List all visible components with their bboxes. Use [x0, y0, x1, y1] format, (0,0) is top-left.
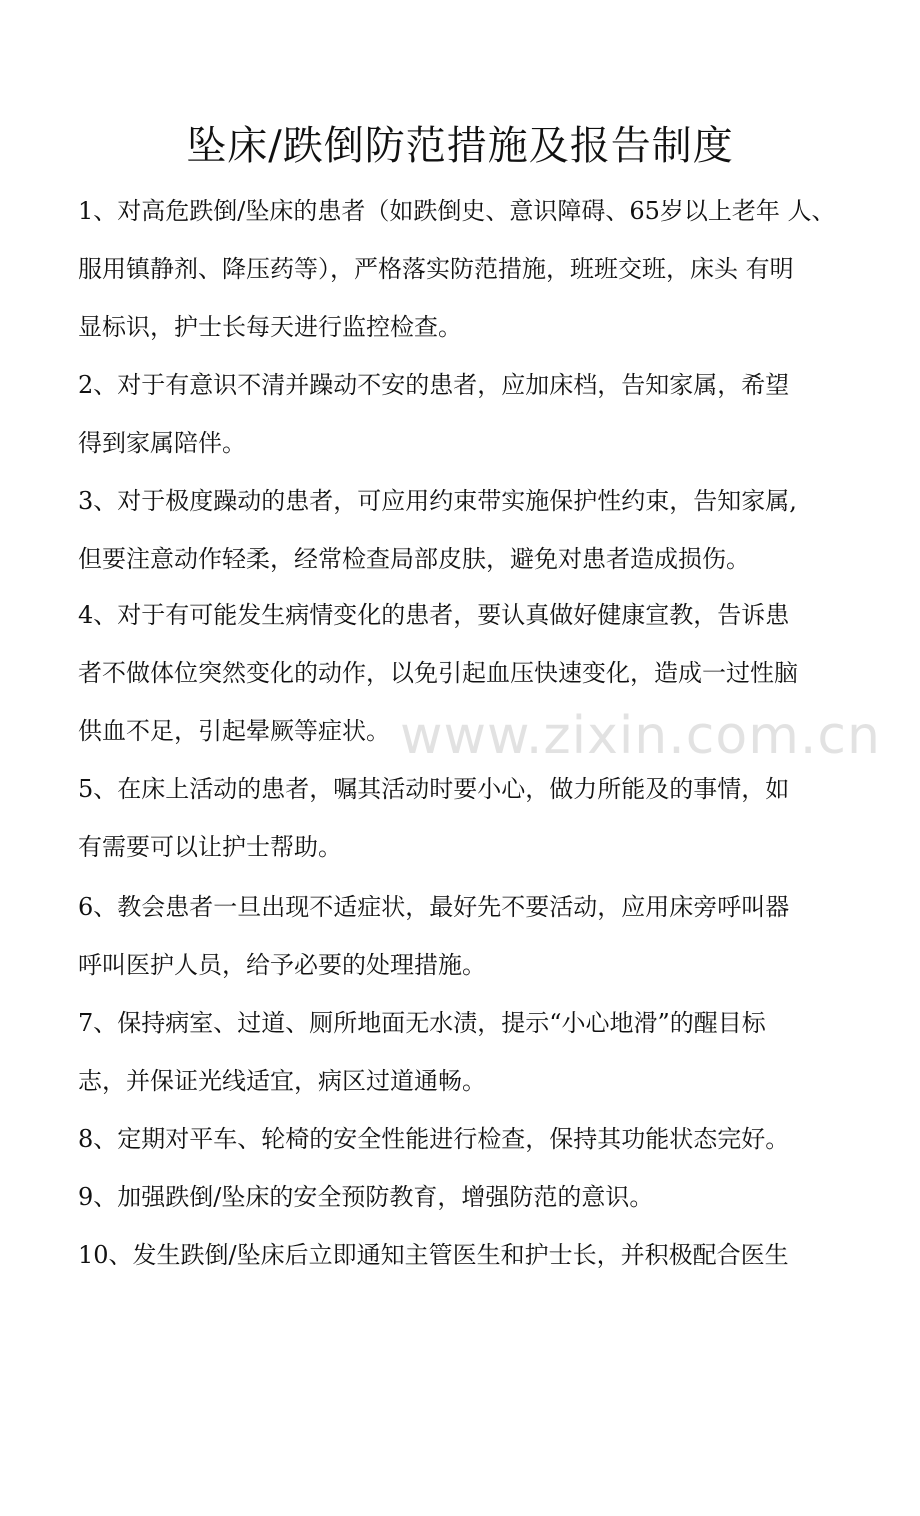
paragraph-line: 3、对于极度躁动的患者，可应用约束带实施保护性约束，告知家属, — [78, 487, 797, 515]
paragraph-line: 得到家属陪伴。 — [78, 429, 246, 457]
document-title: 坠床/跌倒防范措施及报告制度 — [186, 123, 734, 169]
paragraph-line: 5、在床上活动的患者，嘱其活动时要小心，做力所能及的事情，如 — [78, 775, 790, 803]
paragraph-line: 4、对于有可能发生病情变化的患者，要认真做好健康宣教，告诉患 — [78, 601, 790, 629]
paragraph-1 — [78, 182, 848, 356]
paragraph-line: 志，并保证光线适宜，病区过道通畅。 — [78, 1067, 486, 1095]
paragraph-7 — [78, 994, 848, 1110]
paragraph-5 — [78, 760, 848, 876]
paragraph-line: 2、对于有意识不清并躁动不安的患者，应加床档，告知家属，希望 — [78, 371, 790, 399]
paragraph-line: 1、对高危跌倒/坠床的患者（如跌倒史、意识障碍、65岁以上老年 人、 — [78, 197, 836, 225]
paragraph-line: 9、加强跌倒/坠床的安全预防教育，增强防范的意识。 — [78, 1183, 654, 1211]
paragraph-line: 7、保持病室、过道、厕所地面无水渍，提示“小心地滑”的醒目标 — [78, 1009, 766, 1037]
paragraph-line: 8、定期对平车、轮椅的安全性能进行检查，保持其功能状态完好。 — [78, 1125, 790, 1153]
paragraph-6 — [78, 878, 848, 994]
paragraph-line: 6、教会患者一旦出现不适症状，最好先不要活动，应用床旁呼叫器 — [78, 893, 790, 921]
watermark-text: www.zixin.com.cn — [400, 706, 881, 766]
paragraph-line: 供血不足，引起晕厥等症状。 — [78, 717, 390, 745]
paragraph-line: 显标识，护士长每天进行监控检查。 — [78, 313, 462, 341]
paragraph-line: 服用镇静剂、降压药等），严格落实防范措施，班班交班，床头 有明 — [78, 255, 794, 283]
paragraph-line: 10、发生跌倒/坠床后立即通知主管医生和护士长，并积极配合医生 — [78, 1241, 789, 1269]
paragraph-8 — [78, 1110, 848, 1168]
paragraph-10 — [78, 1226, 848, 1284]
paragraph-line: 者不做体位突然变化的动作，以免引起血压快速变化，造成一过性脑 — [78, 659, 798, 687]
paragraph-line: 有需要可以让护士帮助。 — [78, 833, 342, 861]
paragraph-3 — [78, 472, 848, 588]
paragraph-2 — [78, 356, 848, 472]
paragraph-line: 但要注意动作轻柔，经常检查局部皮肤，避免对患者造成损伤。 — [78, 545, 750, 573]
paragraph-line: 呼叫医护人员，给予必要的处理措施。 — [78, 951, 486, 979]
paragraph-9 — [78, 1168, 848, 1226]
